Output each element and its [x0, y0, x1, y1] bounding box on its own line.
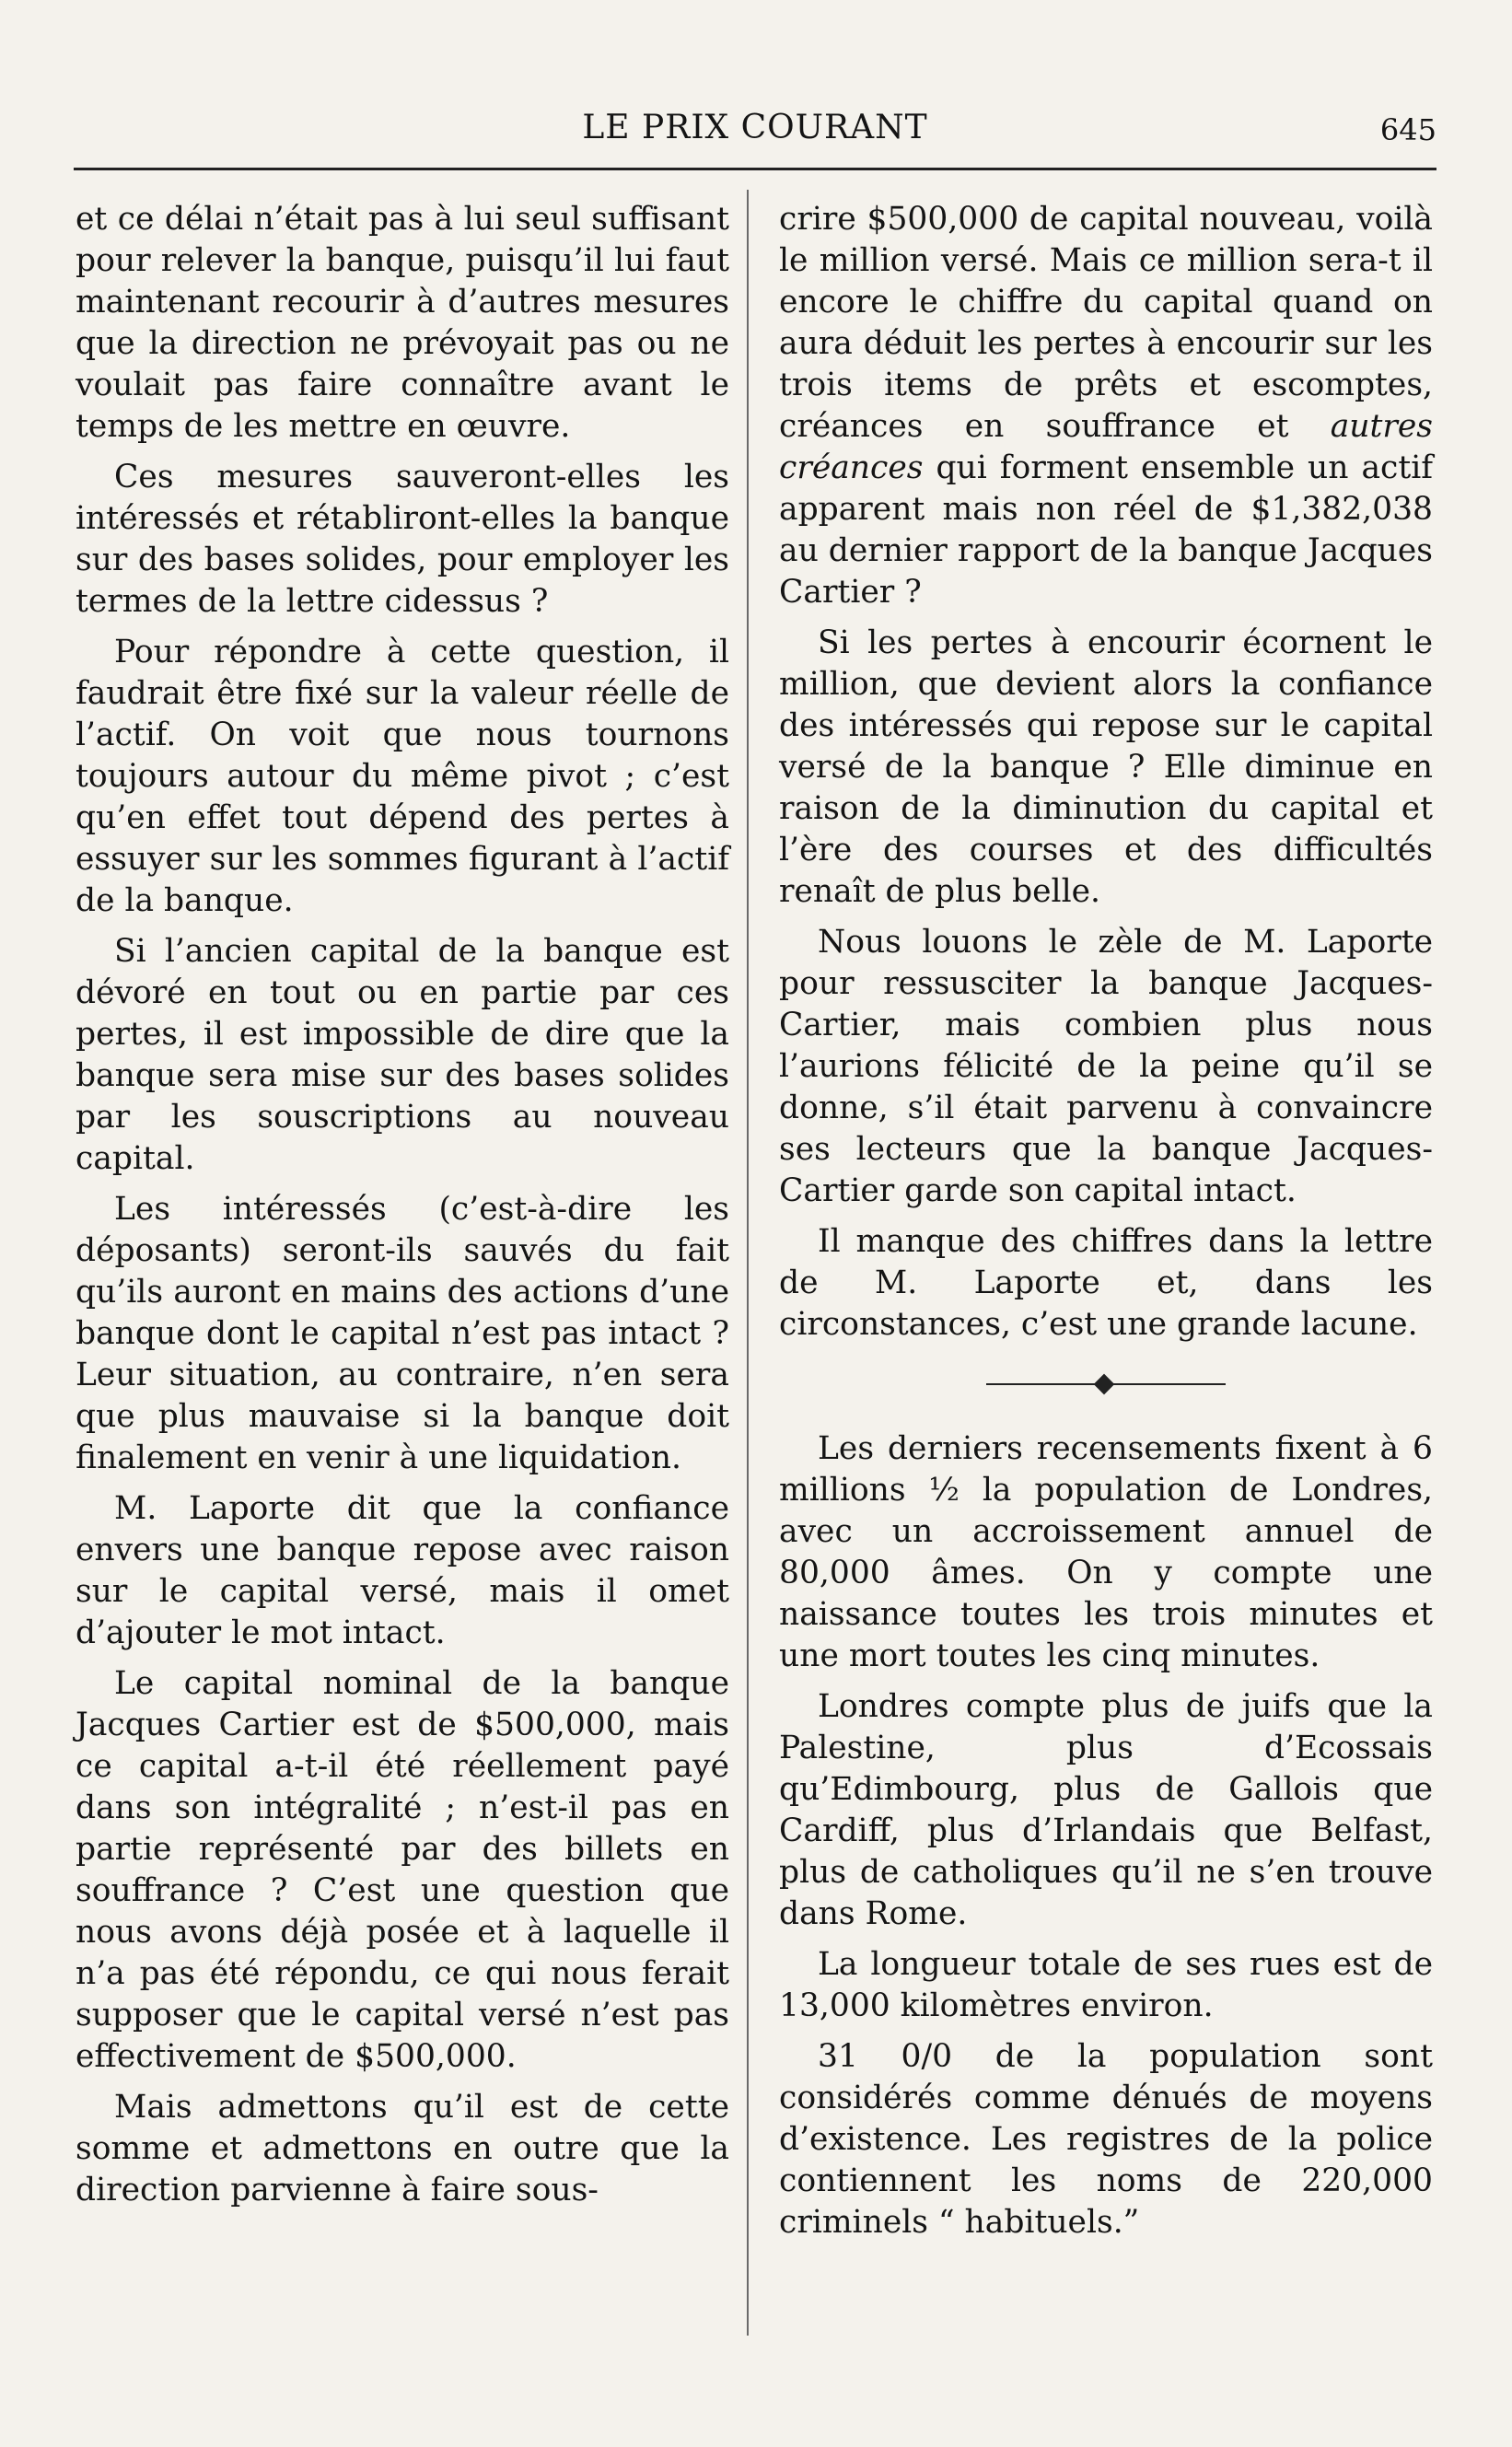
paragraph: M. Laporte dit que la confiance envers une banque repose avec raison sur le capital versé, mais il omet d’ajouter le mot intact. — [76, 1490, 729, 1651]
paragraph: Nous louons le zèle de M. Laporte pour ressusciter la banque Jacques-Cartier, mais combien plus nous l’aurions félicité de la peine qu’il se donne, s’il était parvenu à convaincre ses lecteurs que la banque Jacques-Cartier garde son capital intact. — [779, 924, 1433, 1209]
section-separator-ornament — [986, 1375, 1226, 1393]
running-title: LE PRIX COURANT — [582, 109, 928, 146]
italic-phrase: autres créances — [779, 408, 1433, 486]
paragraph: et ce délai n’était pas à lui seul suffisant pour relever la banque, puisqu’il lui faut maintenant recourir à d’autres mesures que la direction ne prévoyait pas ou ne voulait pas faire connaître avant le temps de les mettre en œuvre. — [76, 201, 729, 445]
paragraph: Ces mesures sauveront-elles les intéressés et rétabliront-elles la banque sur des bases solides, pour employer les termes de la lettre cidessus ? — [76, 459, 729, 620]
paragraph: Si les pertes à encourir écornent le million, que devient alors la confiance des intéressés qui repose sur le capital versé de la banque ? Elle diminue en raison de la diminution du capital et l’ère des courses et des difficultés renaît de plus belle. — [779, 624, 1433, 910]
paragraph: Si l’ancien capital de la banque est dévoré en tout ou en partie par ces pertes, il est impossible de dire que la banque sera mise sur des bases solides par les souscriptions au nouveau capital. — [76, 933, 729, 1177]
paragraph: 31 0/0 de la population sont considérés comme dénués de moyens d’existence. Les registres de la police contiennent les noms de 220,000 criminels “ habituels.” — [779, 2038, 1433, 2241]
paragraph — [779, 199, 1433, 613]
paragraph: Les derniers recensements fixent à 6 millions ½ la population de Londres, avec un accroissement annuel de 80,000 âmes. On y compte une naissance toutes les trois minutes et une mort toutes les cinq minutes. — [779, 1430, 1433, 1674]
page-number: 645 — [1379, 112, 1436, 147]
paragraph-text: crire $500,000 de capital nouveau, voilà le million versé. Mais ce million sera-t il encore le chiffre du capital quand on aura déduit les pertes à encourir sur les trois items de prêts et escomptes, créances en souffrance et — [779, 201, 1433, 445]
paragraph: Les intéressés (c’est-à-dire les déposants) seront-ils sauvés du fait qu’ils auront en mains des actions d’une banque dont le capital n’est pas intact ? Leur situation, au contraire, n’en sera que plus mauvaise si la banque doit finalement en venir à une liquidation. — [76, 1191, 729, 1476]
page-header — [74, 109, 1436, 164]
diamond-ornament-icon — [1094, 1374, 1115, 1395]
left-column — [76, 199, 729, 2220]
paragraph: Pour répondre à cette question, il faudrait être fixé sur la valeur réelle de l’actif. On voit que nous tournons toujours autour du même pivot ; c’est qu’en effet tout dépend des pertes à essuyer sur les sommes figurant à l’actif de la banque. — [76, 634, 729, 919]
column-divider — [747, 190, 749, 2336]
paragraph: La longueur totale de ses rues est de 13,000 kilomètres environ. — [779, 1946, 1433, 2024]
right-column — [779, 199, 1433, 2253]
header-rule — [74, 168, 1436, 170]
paragraph: Mais admettons qu’il est de cette somme et admettons en outre que la direction parvienne à faire sous- — [76, 2089, 729, 2208]
paragraph: Il manque des chiffres dans la lettre de M. Laporte et, dans les circonstances, c’est une grande lacune. — [779, 1223, 1433, 1343]
paragraph-text: qui forment ensemble un actif apparent mais non réel de $1,382,038 au dernier rapport de la banque Jacques Cartier ? — [779, 449, 1433, 611]
paragraph: Londres compte plus de juifs que la Palestine, plus d’Ecossais qu’Edimbourg, plus de Gallois que Cardiff, plus d’Irlandais que Belfast, plus de catholiques qu’il ne s’en trouve dans Rome. — [779, 1688, 1433, 1932]
paragraph: Le capital nominal de la banque Jacques Cartier est de $500,000, mais ce capital a-t-il été réellement payé dans son intégralité ; n’est-il pas en partie représenté par des billets en souffrance ? C’est une question que nous avons déjà posée et à laquelle il n’a pas été répondu, ce qui nous ferait supposer que le capital versé n’est pas effectivement de $500,000. — [76, 1665, 729, 2075]
